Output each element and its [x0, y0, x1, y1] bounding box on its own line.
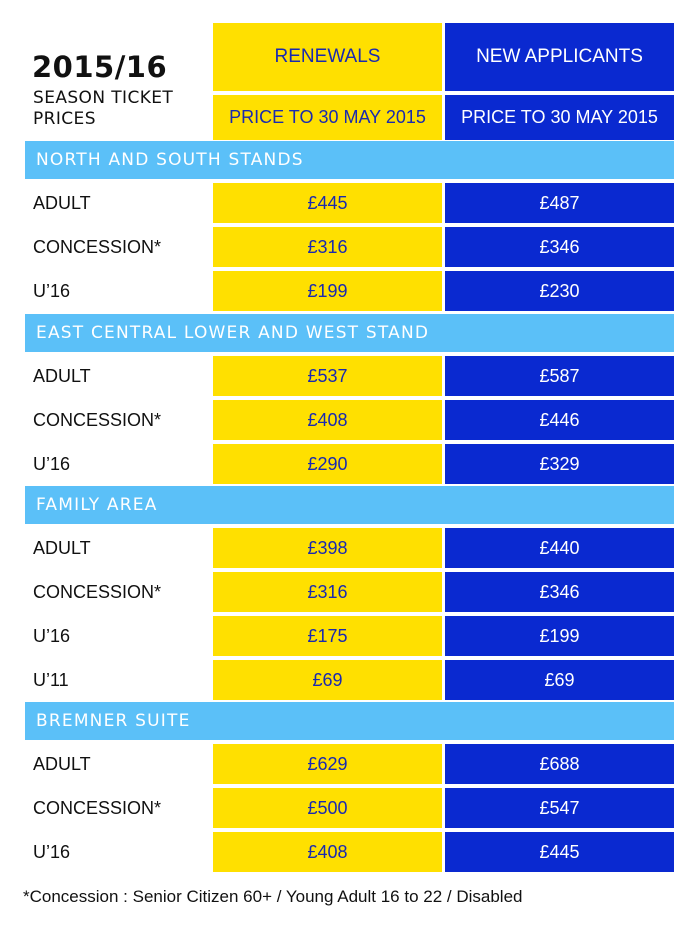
row-label: U’16	[33, 280, 71, 301]
renewal-price: £175	[213, 616, 442, 656]
renewal-price: £199	[213, 271, 442, 311]
page-subtitle: SEASON TICKET PRICES	[33, 88, 174, 129]
new-applicant-price: £446	[445, 400, 674, 440]
new-applicant-price: £688	[445, 744, 674, 784]
section-header: BREMNER SUITE	[25, 702, 674, 740]
section-header: EAST CENTRAL LOWER AND WEST STAND	[25, 314, 674, 352]
new-applicant-price: £69	[445, 660, 674, 700]
renewal-price: £316	[213, 227, 442, 267]
renewal-price: £316	[213, 572, 442, 612]
column-header-new-applicants: NEW APPLICANTS	[445, 23, 674, 91]
row-label: ADULT	[33, 365, 91, 386]
renewal-price: £629	[213, 744, 442, 784]
row-label: U’16	[33, 453, 71, 474]
new-applicant-price: £445	[445, 832, 674, 872]
renewal-price: £445	[213, 183, 442, 223]
row-label: U’11	[33, 669, 69, 690]
row-label: ADULT	[33, 537, 91, 558]
new-applicant-price: £329	[445, 444, 674, 484]
column-subheader-renewals: PRICE TO 30 MAY 2015	[213, 95, 442, 140]
renewal-price: £398	[213, 528, 442, 568]
new-applicant-price: £547	[445, 788, 674, 828]
footnote: *Concession : Senior Citizen 60+ / Young Adult 16 to 22 / Disabled	[23, 887, 523, 906]
renewal-price: £408	[213, 400, 442, 440]
row-label: CONCESSION*	[33, 797, 162, 818]
new-applicant-price: £440	[445, 528, 674, 568]
new-applicant-price: £487	[445, 183, 674, 223]
column-header-renewals: RENEWALS	[213, 23, 442, 91]
new-applicant-price: £199	[445, 616, 674, 656]
row-label: ADULT	[33, 192, 91, 213]
row-label: ADULT	[33, 753, 91, 774]
renewal-price: £537	[213, 356, 442, 396]
new-applicant-price: £346	[445, 227, 674, 267]
row-label: U’16	[33, 841, 71, 862]
renewal-price: £69	[213, 660, 442, 700]
new-applicant-price: £230	[445, 271, 674, 311]
section-header: NORTH AND SOUTH STANDS	[25, 141, 674, 179]
row-label: U’16	[33, 625, 71, 646]
column-subheader-new-applicants: PRICE TO 30 MAY 2015	[445, 95, 674, 140]
section-header: FAMILY AREA	[25, 486, 674, 524]
renewal-price: £500	[213, 788, 442, 828]
page-title: 2015/16	[32, 50, 168, 84]
new-applicant-price: £587	[445, 356, 674, 396]
row-label: CONCESSION*	[33, 236, 162, 257]
renewal-price: £408	[213, 832, 442, 872]
row-label: CONCESSION*	[33, 409, 162, 430]
row-label: CONCESSION*	[33, 581, 162, 602]
new-applicant-price: £346	[445, 572, 674, 612]
renewal-price: £290	[213, 444, 442, 484]
